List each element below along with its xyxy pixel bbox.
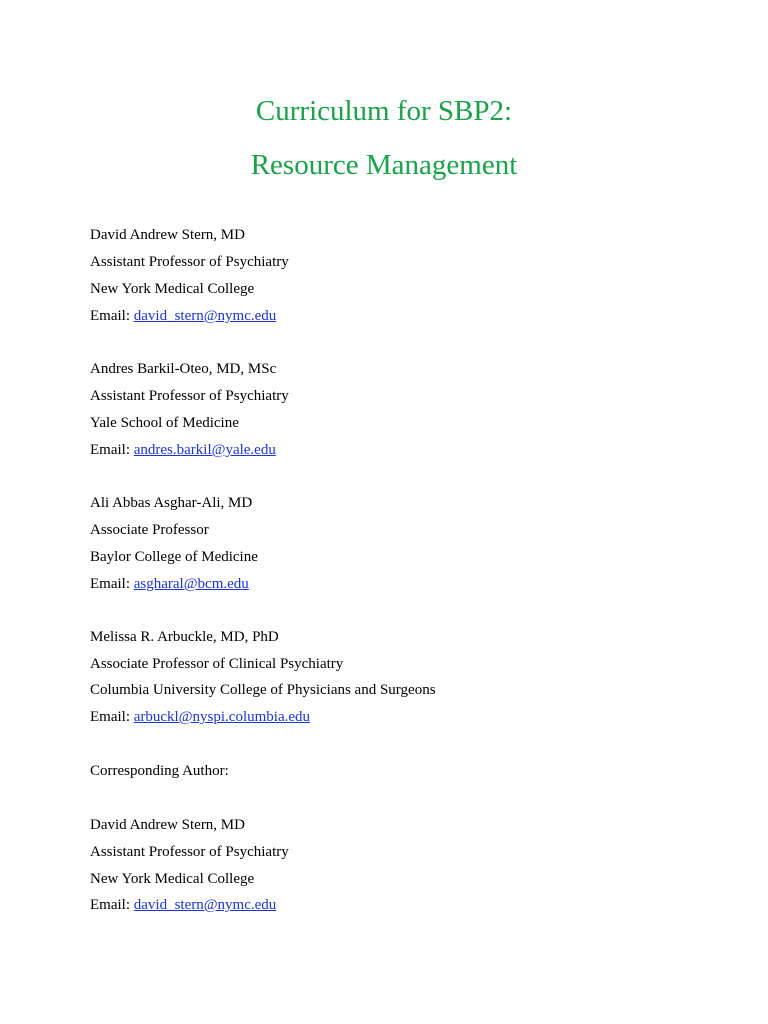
author-3-email-label: Email: — [90, 576, 130, 592]
corresponding-author-position: Assistant Professor of Psychiatry — [90, 844, 289, 860]
author-4-institution: Columbia University College of Physicians and Surgeons — [90, 682, 436, 698]
author-1-position: Assistant Professor of Psychiatry — [90, 254, 289, 270]
author-3-position: Associate Professor — [90, 522, 209, 538]
author-2-name: Andres Barkil-Oteo, MD, MSc — [90, 361, 277, 377]
author-1-name: David Andrew Stern, MD — [90, 227, 245, 243]
author-2-email-link[interactable]: andres.barkil@yale.edu — [133, 442, 276, 458]
corresponding-author-name: David Andrew Stern, MD — [90, 817, 245, 833]
corresponding-author-email-label: Email: — [90, 897, 130, 913]
author-1-email-label: Email: — [90, 308, 130, 324]
author-3-name: Ali Abbas Asghar-Ali, MD — [90, 495, 253, 511]
author-4-email-link[interactable]: arbuckl@nyspi.columbia.edu — [133, 709, 311, 725]
author-2-position: Assistant Professor of Psychiatry — [90, 388, 289, 404]
author-4-position: Associate Professor of Clinical Psychiatry — [90, 656, 344, 672]
corresponding-author-email-line — [90, 896, 276, 914]
author-4-name: Melissa R. Arbuckle, MD, PhD — [90, 629, 279, 645]
document-title-line-2: Resource Management — [250, 149, 518, 181]
author-2-institution: Yale School of Medicine — [90, 415, 239, 431]
author-2-email-label: Email: — [90, 442, 130, 458]
author-3-email-link[interactable]: asgharal@bcm.edu — [133, 576, 249, 592]
document-title-line-1: Curriculum for SBP2: — [255, 95, 513, 127]
author-4-email-line — [90, 708, 310, 726]
author-3-institution: Baylor College of Medicine — [90, 549, 258, 565]
author-4-email-label: Email: — [90, 709, 130, 725]
author-1-institution: New York Medical College — [90, 281, 255, 297]
author-1-email-line — [90, 307, 276, 325]
corresponding-author-institution: New York Medical College — [90, 871, 255, 887]
author-3-email-line — [90, 575, 249, 593]
corresponding-author-label: Corresponding Author: — [90, 763, 229, 779]
author-1-email-link[interactable]: david_stern@nymc.edu — [133, 308, 277, 324]
corresponding-author-email-link[interactable]: david_stern@nymc.edu — [133, 897, 277, 913]
author-2-email-line — [90, 441, 276, 459]
